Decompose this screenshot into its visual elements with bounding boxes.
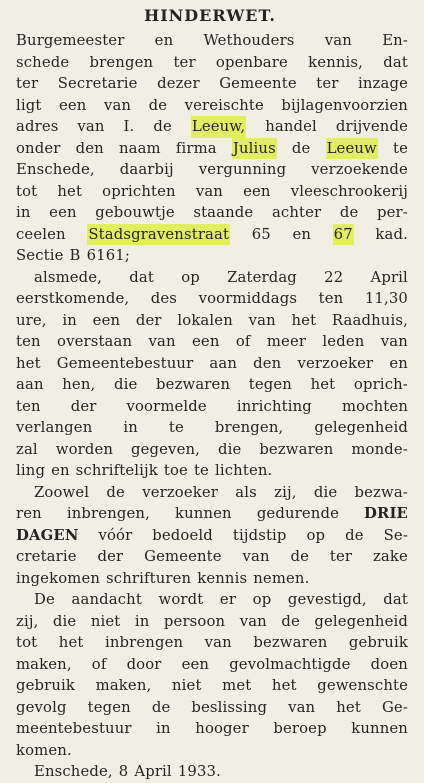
text-line (16, 460, 408, 482)
word: bezwaren (253, 634, 328, 651)
word: gebouwtje (95, 204, 175, 221)
word: per- (377, 204, 408, 221)
word: 6161; (86, 247, 130, 264)
text-line (16, 761, 408, 783)
word: op (252, 591, 272, 608)
word: Zoowel (34, 483, 90, 501)
word: Sectie (16, 247, 64, 264)
word: van (288, 698, 316, 716)
word: hen, (62, 376, 96, 393)
word: zake (372, 548, 408, 565)
word: vóór (98, 526, 133, 544)
word: bezwaren (259, 440, 334, 458)
word: ling (16, 462, 46, 479)
text-line (16, 417, 408, 439)
text-line (16, 288, 408, 310)
word: een (243, 182, 271, 200)
word: monde- (351, 440, 408, 458)
word: Raadhuis, (331, 311, 408, 329)
word: En- (382, 32, 408, 49)
word: Gemeente (144, 548, 222, 565)
word: een (92, 311, 121, 329)
word: meentebestuur (16, 720, 132, 737)
text-line (16, 718, 408, 740)
word: alsmede, (34, 268, 103, 286)
word: ten (318, 290, 344, 307)
word: hooger (195, 720, 249, 737)
word: te (168, 419, 184, 436)
word: het (310, 376, 336, 393)
word: kennis, (308, 53, 364, 71)
word: niet (171, 677, 202, 694)
word: tegen (87, 698, 131, 716)
word: schrifturen (106, 569, 192, 587)
word: maken, (95, 677, 152, 694)
word: tegen (248, 376, 292, 393)
word: en (389, 354, 408, 372)
word: dat (383, 53, 408, 71)
word: en (154, 32, 174, 49)
word: I. (123, 118, 135, 135)
highlighted-term: 67 (333, 224, 354, 246)
word: voormelde (126, 397, 207, 415)
word: Zaterdag (227, 268, 297, 286)
word: die (114, 376, 138, 393)
word: meer (266, 333, 307, 350)
word: den (253, 354, 282, 372)
word: inzage (357, 75, 408, 92)
word: een (49, 204, 77, 221)
word: toe (163, 462, 188, 479)
word: wordt (158, 591, 204, 608)
word: 22 (324, 268, 344, 286)
word: ter (316, 75, 339, 92)
word: brengen (89, 53, 154, 71)
word: 8 (118, 763, 129, 780)
word: van (380, 333, 408, 350)
word: de (151, 698, 171, 716)
text-line (16, 353, 408, 375)
text-line (16, 439, 408, 461)
word: gebruik (16, 677, 76, 694)
word: inbrengen, (66, 505, 150, 522)
word: Se- (383, 526, 408, 544)
word: die (52, 612, 77, 630)
word: er (219, 591, 237, 608)
text-line (16, 202, 408, 224)
word: B (69, 247, 81, 264)
text-line (16, 331, 408, 353)
word: van (248, 311, 276, 329)
word: van (239, 612, 267, 630)
word: gewenschte (317, 677, 408, 694)
word: April (134, 763, 172, 780)
word: een (192, 333, 220, 350)
word: inbrengen (104, 634, 184, 651)
word: de (345, 526, 364, 544)
word: gedurende (256, 505, 339, 522)
word: of (235, 333, 251, 350)
word: ter (16, 75, 39, 92)
word: de (148, 96, 168, 114)
text-line (16, 675, 408, 697)
word: het (58, 634, 84, 651)
word: ren (16, 505, 42, 522)
word: verzoeker (297, 354, 374, 372)
word: de (339, 204, 359, 221)
text-line (16, 52, 408, 74)
text-line (16, 546, 408, 568)
word: van (324, 32, 352, 49)
word: adres (16, 118, 59, 135)
word: mochten (341, 397, 408, 415)
word: oprichten (102, 182, 176, 200)
word: onder (16, 139, 61, 157)
text-line (16, 181, 408, 203)
word: aan (16, 376, 44, 393)
word: gevestigd, (287, 591, 367, 608)
word: het (16, 354, 41, 372)
word: der (70, 397, 97, 415)
word: de (291, 139, 311, 157)
word: schriftelijk (75, 462, 158, 479)
word: 11,30 (364, 290, 408, 307)
highlighted-term: Leeuw (326, 138, 378, 160)
word: op (306, 526, 326, 544)
word: te (392, 139, 408, 157)
word: op (181, 268, 200, 286)
word: doen (370, 655, 408, 673)
word: tot (16, 634, 38, 651)
text-line (16, 503, 408, 525)
word: het (291, 311, 317, 329)
word: te (193, 462, 209, 479)
word: van (103, 96, 132, 114)
word: gevolmachtigde (229, 655, 351, 673)
word: ure, (16, 311, 47, 329)
word: de (153, 118, 172, 135)
word: schede (16, 53, 70, 71)
word: cretarie (16, 548, 77, 565)
word: de (281, 612, 300, 630)
text-line (16, 396, 408, 418)
word: niet (90, 612, 121, 630)
word: voormiddags (198, 290, 298, 307)
text-line (16, 116, 408, 138)
word: tijdstip (232, 526, 287, 544)
word: van (195, 182, 223, 200)
word: drijvende (335, 118, 408, 135)
text-line (16, 482, 408, 504)
word: bezwa- (354, 483, 408, 501)
word: zij, (16, 612, 39, 630)
word: de (106, 483, 125, 501)
word: het (57, 182, 83, 200)
word: van (242, 548, 270, 565)
text-line (16, 374, 408, 396)
text-line (16, 95, 408, 117)
word: achter (271, 204, 322, 221)
word: openbare (215, 53, 288, 71)
word: zal (16, 440, 38, 458)
word: met (222, 677, 252, 694)
word: of (91, 655, 107, 673)
bold-term: DRIE (364, 505, 408, 522)
text-line (16, 611, 408, 633)
word: die (313, 483, 338, 501)
word: beroep (273, 720, 327, 737)
word: Enschede, (34, 763, 113, 780)
word: dezer (157, 75, 200, 92)
word: bijlagenvoorzien (281, 96, 408, 114)
word: nemen. (253, 569, 310, 587)
word: leden (322, 333, 365, 350)
word: handel (265, 118, 317, 135)
word: het (336, 698, 361, 716)
text-line (16, 245, 408, 267)
word: in (62, 311, 77, 329)
word: lokalen (177, 311, 233, 329)
bold-term: DAGEN (16, 526, 79, 544)
word: in (134, 612, 150, 630)
text-line (16, 697, 408, 719)
word: dat (129, 268, 154, 286)
word: aan (209, 354, 238, 372)
word: ten (16, 397, 41, 415)
text-line (16, 654, 408, 676)
word: bezwaren (156, 376, 231, 393)
word: verlangen (16, 419, 93, 436)
word: ter (173, 53, 196, 71)
word: vergunning (198, 161, 287, 178)
word: van (148, 333, 176, 350)
word: komen. (16, 741, 72, 759)
word: als (235, 483, 257, 501)
highlighted-term: Julius (232, 138, 277, 160)
text-line (16, 310, 408, 332)
word: Wethouders (203, 32, 295, 49)
word: Enschede, (16, 161, 95, 178)
text-line (16, 267, 408, 289)
text-line (16, 73, 408, 95)
word: gelegenheid (314, 612, 408, 630)
word: Gemeente (219, 75, 297, 92)
text-line (16, 159, 408, 181)
word: overstaan (57, 333, 133, 350)
word: De (34, 591, 55, 608)
word: door (126, 655, 162, 673)
word: van (204, 634, 232, 651)
word: een (58, 96, 87, 114)
text-line (16, 30, 408, 52)
text-line (16, 740, 408, 762)
word: der (97, 548, 124, 565)
word: kunnen (175, 505, 232, 522)
word: Gemeentebestuur (56, 354, 194, 372)
word: gebruik (348, 634, 408, 651)
word: vleeschrookerij (290, 182, 408, 200)
word: gelegenheid (314, 419, 408, 436)
word: gevolg (16, 698, 67, 716)
word: ten (16, 333, 41, 350)
word: het (271, 677, 297, 694)
text-line (16, 568, 408, 590)
word: en (292, 225, 312, 243)
word: gegeven, (131, 440, 201, 458)
word: des (150, 290, 178, 307)
text-line (16, 224, 408, 246)
word: die (217, 440, 242, 458)
word: ingekomen (16, 569, 101, 587)
word: lichten. (214, 462, 273, 479)
word: 1933. (177, 763, 221, 780)
word: April (370, 268, 408, 286)
word: 65 (251, 225, 271, 243)
word: kad. (375, 225, 408, 243)
word: ligt (16, 96, 42, 114)
word: de (290, 548, 310, 565)
word: dat (383, 591, 408, 608)
word: een (181, 655, 210, 673)
word: Secretarie (57, 75, 138, 92)
text-line (16, 138, 408, 160)
word: firma (175, 139, 217, 157)
text-line (16, 589, 408, 611)
text-line (16, 632, 408, 654)
word: in (123, 419, 138, 436)
word: zij, (274, 483, 297, 501)
word: der (135, 311, 162, 329)
word: naam (118, 139, 161, 157)
word: Burgemeester (16, 32, 125, 49)
word: ceelen (16, 225, 66, 243)
word: bedoeld (152, 526, 213, 544)
notice-body (16, 30, 408, 783)
word: verzoeker (142, 483, 219, 501)
word: verzoekende (311, 161, 408, 178)
word: vereischte (184, 96, 264, 114)
word: den (75, 139, 104, 157)
word: oprich- (353, 376, 408, 393)
word: beslissing (191, 698, 268, 716)
text-line (16, 525, 408, 547)
word: kunnen (351, 720, 408, 737)
word: in (156, 720, 171, 737)
word: eerstkomende, (16, 290, 130, 307)
word: inrichting (236, 397, 312, 415)
highlighted-term: Stadsgravenstraat (87, 224, 230, 246)
word: kennis (197, 569, 248, 587)
word: aandacht (71, 591, 142, 608)
word: daarbij (119, 161, 174, 178)
word: en (51, 462, 70, 479)
word: in (16, 204, 31, 221)
highlighted-term: Leeuw, (191, 116, 246, 138)
word: brengen, (214, 419, 284, 436)
word: staande (193, 204, 254, 221)
word: tot (16, 182, 38, 200)
word: Ge- (381, 698, 408, 716)
word: van (77, 118, 105, 135)
notice-title: HINDERWET. (144, 6, 276, 25)
word: maken, (16, 655, 72, 673)
word: persoon (163, 612, 226, 630)
word: ter (329, 548, 353, 565)
word: worden (55, 440, 114, 458)
